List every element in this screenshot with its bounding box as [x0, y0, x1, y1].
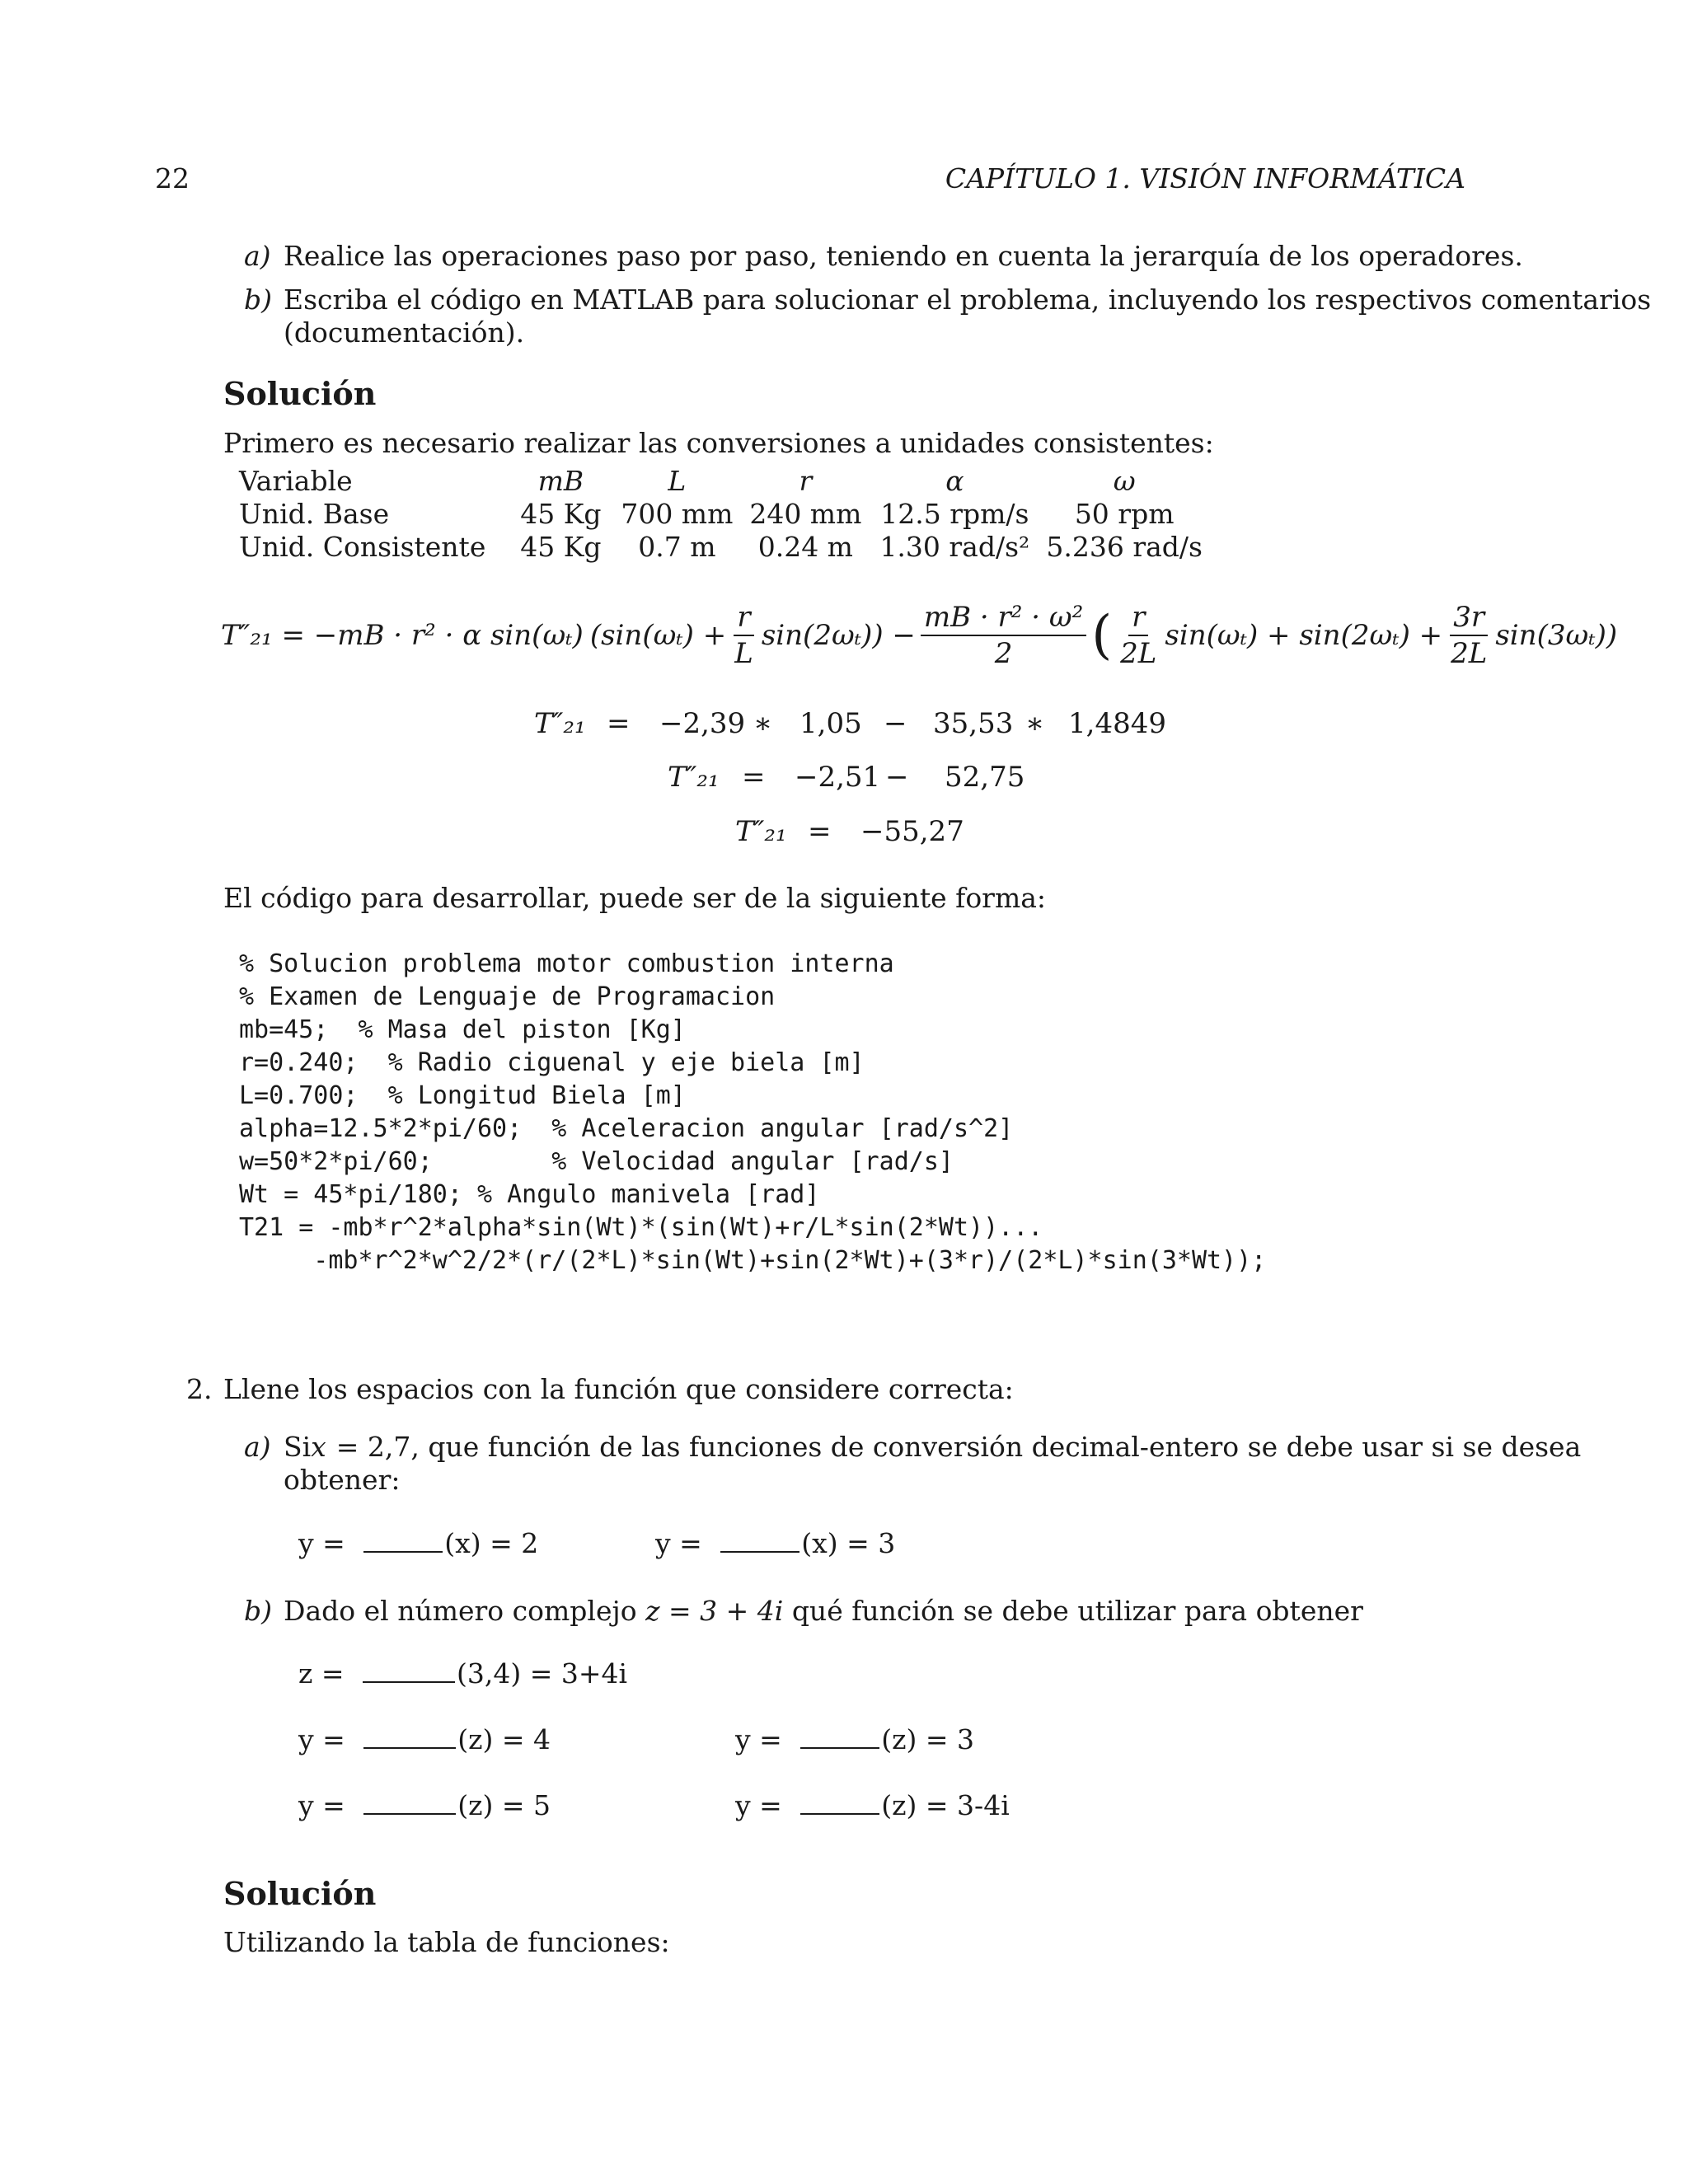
- q2b-expr: z = 3 + 4i: [645, 1595, 784, 1627]
- q2b-pre: Dado el número complejo: [284, 1595, 637, 1627]
- table-cell: 0.7 m: [638, 530, 716, 563]
- fill-lhs: y =: [655, 1527, 702, 1559]
- table-cell: 240 mm: [749, 497, 862, 530]
- table-cell: 5.236 rad/s: [1046, 530, 1203, 563]
- table-cell: mB: [537, 464, 584, 497]
- table-cell: Unid. Base: [239, 497, 390, 530]
- item-marker-a: a): [244, 240, 271, 272]
- fraction-num: 3r: [1450, 600, 1488, 636]
- fraction-mass-term: [921, 600, 1086, 671]
- table-cell: 700 mm: [621, 497, 734, 530]
- table-cell: L: [668, 464, 687, 497]
- q2b-post: qué función se debe utilizar para obtener: [791, 1595, 1363, 1627]
- fill-lhs: z =: [298, 1657, 345, 1690]
- step-value: 1,4849: [1068, 707, 1166, 740]
- code-line: w=50*2*pi/60; % Velocidad angular [rad/s]: [239, 1147, 954, 1176]
- code-line: % Examen de Lenguaje de Programacion: [239, 982, 776, 1011]
- table-cell: 12.5 rpm/s: [880, 497, 1029, 530]
- fraction-r-over-l: [731, 600, 757, 671]
- blank-field[interactable]: [800, 1722, 879, 1749]
- fill-real: [735, 1722, 974, 1756]
- fill-rhs: (z) = 3: [881, 1723, 975, 1755]
- step-lhs: T″₂₁: [735, 815, 787, 848]
- table-cell: ω: [1113, 464, 1136, 497]
- code-line: r=0.240; % Radio ciguenal y eje biela [m]: [239, 1048, 865, 1077]
- table-cell: 45 Kg: [520, 497, 602, 530]
- torque-formula: [221, 600, 1617, 671]
- solution-intro: Primero es necesario realizar las conversiones a unidades consistentes:: [223, 427, 1214, 459]
- question-text: Llene los espacios con la función que considere correcta:: [223, 1373, 1014, 1405]
- step-value: −55,27: [860, 815, 964, 848]
- fill-rhs: (z) = 4: [457, 1723, 551, 1755]
- fill-conjugate: [735, 1788, 1010, 1822]
- fill-lhs: y =: [735, 1789, 782, 1821]
- blank-field[interactable]: [363, 1526, 443, 1553]
- item-text-b-cont: (documentación).: [284, 316, 525, 349]
- fraction-den: 2L: [1120, 637, 1157, 670]
- fraction-den: 2L: [1451, 637, 1488, 670]
- blank-field[interactable]: [720, 1526, 799, 1553]
- fraction-3r-over-2l: [1447, 600, 1490, 671]
- blank-field[interactable]: [363, 1722, 456, 1749]
- fill-abs: [298, 1722, 551, 1756]
- table-cell: 1.30 rad/s²: [879, 530, 1030, 563]
- q2-marker-a: a): [244, 1431, 271, 1463]
- formula-part1: B · r² · α sin(ωₜ): [363, 619, 584, 652]
- fill-rhs: (x) = 2: [444, 1527, 539, 1559]
- code-line: Wt = 45*pi/180; % Angulo manivela [rad]: [239, 1180, 820, 1209]
- code-block: [239, 948, 1266, 1277]
- formula-lhs: T″₂₁ = −m: [221, 619, 364, 652]
- code-line: T21 = -mb*r^2*alpha*sin(Wt)*(sin(Wt)+r/L*sin(2*Wt))...: [239, 1213, 1043, 1242]
- formula-end: sin(3ωₜ)): [1495, 619, 1618, 652]
- table-cell: 50 rpm: [1074, 497, 1175, 530]
- fraction-num: mB · r² · ω²: [921, 600, 1086, 636]
- q2-marker-b: b): [244, 1595, 272, 1627]
- fill-lhs: y =: [298, 1789, 345, 1821]
- page-number: 22: [155, 162, 190, 194]
- q2a-line2: obtener:: [284, 1464, 401, 1496]
- q2b-line: [284, 1595, 1363, 1628]
- blank-field[interactable]: [800, 1788, 879, 1815]
- table-row: [239, 497, 1216, 530]
- table-row: [239, 530, 1216, 563]
- q2a-post: = 2,7, que función de las funciones de conversión decimal-entero se debe usar si se desea: [335, 1431, 1582, 1463]
- code-intro: El código para desarrollar, puede ser de la siguiente forma:: [223, 882, 1047, 914]
- table-cell: 0.24 m: [757, 530, 853, 563]
- fill-rhs: (z) = 3-4i: [881, 1789, 1010, 1821]
- step-eq: =: [808, 815, 832, 848]
- fill-x-floor: [298, 1526, 538, 1560]
- code-line: mb=45; % Masa del piston [Kg]: [239, 1015, 686, 1044]
- item-text-b: Escriba el código en MATLAB para solucionar el problema, incluyendo los respectivos comentarios: [284, 284, 1652, 316]
- table-cell: r: [799, 464, 813, 497]
- formula-mid: sin(2ωₜ)) −: [761, 619, 916, 652]
- item-marker-b: b): [244, 284, 272, 316]
- step-lhs: T″₂₁: [668, 761, 720, 794]
- fill-x-ceil: [655, 1526, 895, 1560]
- formula-part2: sin(ωₜ) + sin(2ωₜ) +: [1165, 619, 1443, 652]
- equation-step-3: [0, 815, 1688, 851]
- equation-step-1: [0, 707, 1688, 743]
- fill-lhs: y =: [298, 1527, 345, 1559]
- table-cell: Variable: [239, 464, 353, 497]
- table-cell: 45 Kg: [520, 530, 602, 563]
- step-op: ∗: [1025, 707, 1045, 740]
- step-lhs: T″₂₁: [534, 707, 586, 740]
- fraction-den: 2: [994, 637, 1013, 670]
- step-op: −: [885, 761, 909, 794]
- question-number: 2.: [186, 1373, 213, 1405]
- item-text-a: Realice las operaciones paso por paso, teniendo en cuenta la jerarquía de los operadores.: [284, 240, 1523, 272]
- table-cell: α: [945, 464, 964, 497]
- code-line: alpha=12.5*2*pi/60; % Aceleracion angular [rad/s^2]: [239, 1114, 1014, 1143]
- q2a-pre: Si: [284, 1431, 312, 1463]
- fill-lhs: y =: [735, 1723, 782, 1755]
- units-table: [239, 464, 1216, 563]
- step-value: −2,51: [795, 761, 881, 794]
- step-eq: =: [742, 761, 766, 794]
- table-cell: Unid. Consistente: [239, 530, 486, 563]
- code-line: -mb*r^2*w^2/2*(r/(2*L)*sin(Wt)+sin(2*Wt)+(3*r)/(2*L)*sin(3*Wt));: [239, 1246, 1267, 1275]
- blank-field[interactable]: [363, 1657, 455, 1683]
- step-value: 35,53: [933, 707, 1014, 740]
- fill-lhs: y =: [298, 1723, 345, 1755]
- step-value: −2,39: [659, 707, 746, 740]
- step-op: ∗: [753, 707, 773, 740]
- step-op: −: [884, 707, 907, 740]
- solution2-heading: Solución: [223, 1875, 377, 1912]
- fraction-num: r: [1128, 600, 1148, 636]
- fraction-den: L: [734, 637, 753, 670]
- solution2-intro: Utilizando la tabla de funciones:: [223, 1926, 670, 1958]
- fill-rhs: (x) = 3: [801, 1527, 896, 1559]
- chapter-header: CAPÍTULO 1. VISIÓN INFORMÁTICA: [945, 162, 1465, 194]
- paren-open: (: [1091, 605, 1113, 666]
- q2a-var: x: [311, 1431, 326, 1463]
- step-value: 52,75: [945, 761, 1025, 794]
- fill-rhs: (z) = 5: [457, 1789, 551, 1821]
- fraction-r-over-2l: [1117, 600, 1160, 671]
- solution-heading: Solución: [223, 375, 377, 412]
- units-table-header: [239, 464, 1216, 497]
- fill-modulus: [298, 1788, 551, 1822]
- q2a-line1: [284, 1431, 1582, 1464]
- formula-open: (sin(ωₜ) +: [589, 619, 727, 652]
- equation-step-2: [0, 761, 1688, 797]
- blank-field[interactable]: [363, 1788, 456, 1815]
- fill-complex: [298, 1657, 627, 1690]
- fraction-num: r: [734, 600, 753, 636]
- code-line: % Solucion problema motor combustion interna: [239, 949, 894, 978]
- step-value: 1,05: [799, 707, 862, 740]
- step-eq: =: [607, 707, 631, 740]
- code-line: L=0.700; % Longitud Biela [m]: [239, 1081, 686, 1110]
- fill-rhs: (3,4) = 3+4i: [457, 1657, 628, 1690]
